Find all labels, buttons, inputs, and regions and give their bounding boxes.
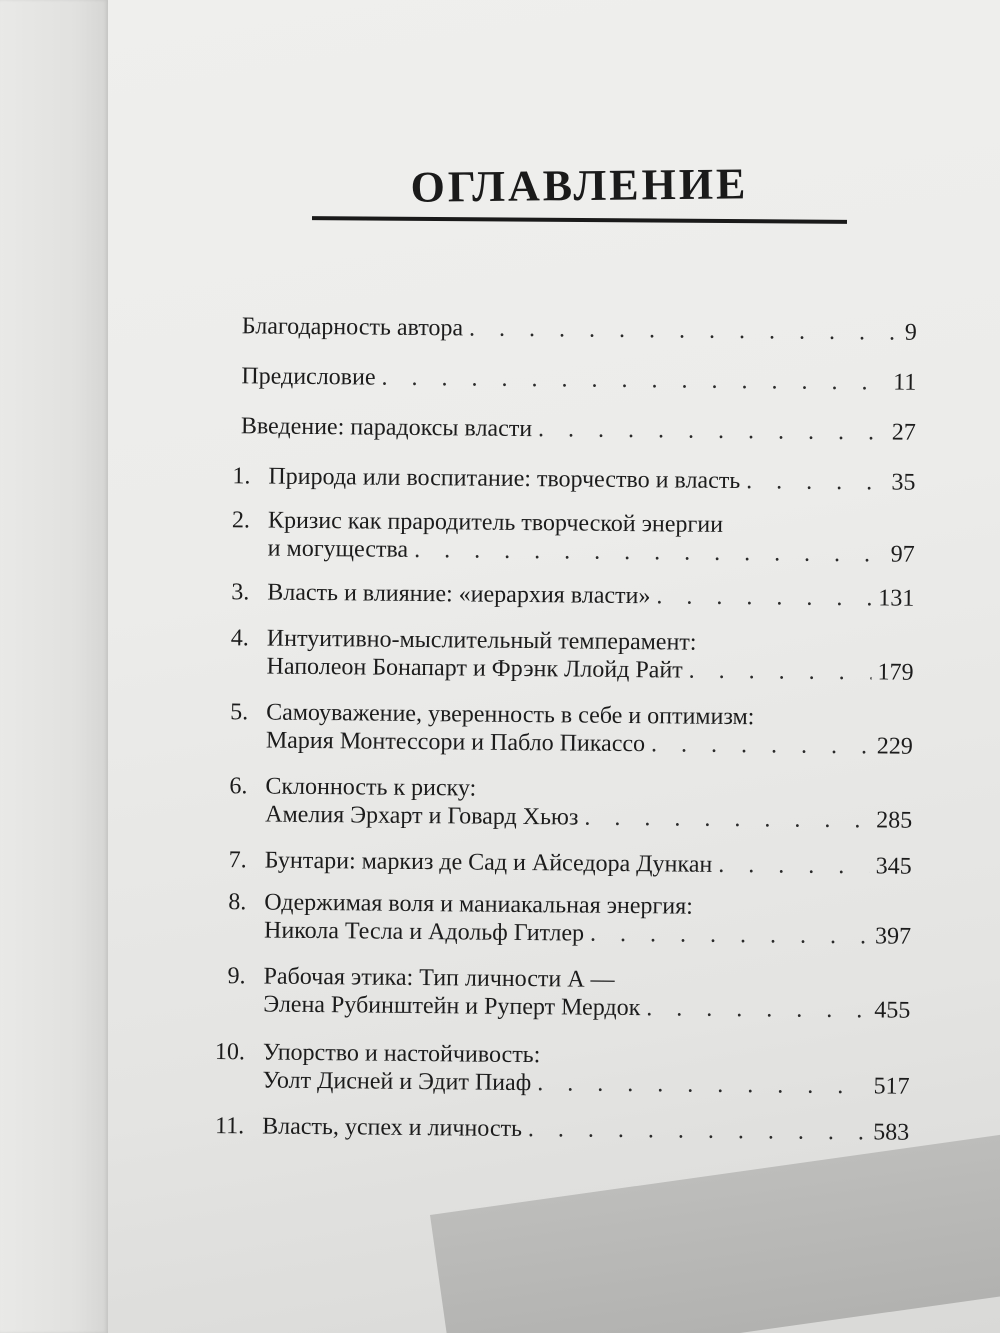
chapter-number: 10. (214, 1039, 246, 1066)
toc-chapter-entry[interactable] (209, 578, 914, 613)
leader-dots (718, 851, 870, 880)
entry-title: Природа или воспитание: творчество и власть (268, 463, 741, 495)
leader-dots (746, 467, 885, 496)
entry-line (266, 653, 913, 687)
chapter-number: 2. (231, 507, 251, 534)
leader-dots (689, 657, 872, 687)
leader-dots (656, 582, 872, 612)
entry-title: Бунтари: маркиз де Сад и Айседора Дункан (264, 847, 713, 878)
entry-text-block (241, 412, 916, 446)
entry-line (263, 991, 910, 1025)
toc-chapter-entry[interactable] (204, 1038, 910, 1101)
leader-dots (414, 536, 885, 569)
entry-title: Кризис как прародитель творческой энергии (267, 507, 724, 538)
page-number: 97 (890, 541, 915, 568)
page-number: 179 (877, 659, 914, 686)
entry-text-block (264, 889, 912, 951)
toc-chapter-entry[interactable] (206, 888, 912, 951)
page-number: 131 (878, 585, 915, 612)
entry-title: Амелия Эрхарт и Говард Хьюз (265, 801, 579, 831)
entry-title: и могущества (267, 535, 409, 563)
leader-dots (537, 1069, 868, 1100)
chapter-number: 9. (227, 963, 246, 990)
page-number: 9 (904, 319, 917, 346)
chapter-list (204, 462, 915, 1147)
leader-dots (651, 730, 871, 760)
leader-dots (584, 804, 870, 835)
table-of-contents (204, 312, 917, 1147)
toc-chapter-entry[interactable] (208, 698, 914, 761)
entry-title: Никола Тесла и Адольф Гитлер (263, 917, 585, 947)
chapter-number: 4. (230, 625, 249, 652)
page-number: 455 (874, 997, 911, 1024)
chapter-number: 7. (228, 847, 247, 874)
entry-text-block (265, 773, 913, 835)
entry-text-block (265, 847, 912, 881)
chapter-number: 1. (232, 463, 251, 490)
toc-entry[interactable] (211, 362, 916, 397)
toc-chapter-entry[interactable] (205, 962, 911, 1025)
chapter-number: 8. (228, 889, 247, 916)
entry-title: Упорство и настойчивость: (262, 1039, 541, 1069)
entry-title: Благодарность автора (241, 313, 464, 342)
page-number: 345 (875, 853, 912, 880)
page-title: ОГЛАВЛЕНИЕ (410, 159, 749, 212)
page-number: 397 (874, 923, 912, 950)
entry-line (262, 1067, 909, 1101)
toc-chapter-entry[interactable] (210, 462, 915, 497)
entry-text-block (242, 312, 917, 346)
page-number: 517 (873, 1073, 910, 1100)
toc-chapter-entry[interactable] (207, 772, 913, 835)
page-number: 583 (873, 1119, 910, 1146)
left-page-edge (0, 0, 108, 1333)
entry-title: Мария Монтессори и Пабло Пикассо (265, 727, 646, 758)
entry-title: Власть, успех и личность (262, 1113, 523, 1143)
leader-dots (538, 415, 886, 446)
entry-title: Одержимая воля и маниакальная энергия: (264, 889, 694, 920)
entry-text-block (241, 362, 916, 396)
entry-line (242, 312, 917, 346)
entry-line (267, 579, 914, 613)
entry-text-block (266, 699, 914, 761)
entry-text-block (262, 1039, 910, 1101)
entry-title: Предисловие (241, 363, 376, 391)
toc-entry[interactable] (211, 412, 916, 447)
entry-line (268, 463, 915, 497)
leader-dots (528, 1115, 867, 1146)
entry-text-block (268, 463, 915, 497)
chapter-number: 11. (214, 1113, 245, 1140)
entry-title: Наполеон Бонапарт и Фрэнк Ллойд Райт (266, 653, 683, 684)
entry-text-block (268, 507, 916, 569)
entry-line (241, 412, 916, 446)
entry-title: Интуитивно-мыслительный темперамент: (266, 625, 697, 656)
page-number: 229 (876, 733, 913, 760)
entry-line (264, 917, 911, 951)
entry-title: Рабочая этика: Тип личности А — (263, 963, 615, 993)
entry-title: Введение: парадоксы власти (240, 413, 533, 443)
leader-dots (590, 920, 869, 951)
entry-title: Самоуважение, уверенность в себе и оптимизм: (266, 699, 755, 731)
entry-title: Склонность к риску: (265, 773, 477, 802)
toc-chapter-entry[interactable] (208, 624, 914, 687)
leader-dots (469, 314, 899, 346)
front-matter-list (211, 312, 917, 447)
page-number: 35 (891, 469, 916, 496)
entry-title: Уолт Дисней и Эдит Пиаф (262, 1067, 532, 1097)
leader-dots (381, 364, 887, 397)
entry-line (268, 535, 915, 569)
entry-text-block (267, 579, 914, 613)
chapter-number: 3. (231, 579, 250, 606)
entry-title: Власть и влияние: «иерархия власти» (267, 579, 651, 610)
entry-text-block (266, 625, 914, 687)
page-number: 27 (891, 419, 916, 446)
entry-line (266, 727, 913, 761)
toc-entry[interactable] (212, 312, 917, 347)
entry-text-block (263, 963, 911, 1025)
toc-chapter-entry[interactable] (207, 846, 912, 881)
page-number: 11 (893, 369, 917, 396)
page-number: 285 (876, 807, 913, 834)
entry-line (265, 847, 912, 881)
entry-line (265, 801, 912, 835)
entry-title: Элена Рубинштейн и Руперт Мердок (263, 991, 641, 1022)
toc-chapter-entry[interactable] (210, 506, 916, 569)
chapter-number: 5. (230, 699, 249, 726)
leader-dots (646, 994, 868, 1024)
entry-line (241, 362, 916, 396)
chapter-number: 6. (229, 773, 248, 800)
